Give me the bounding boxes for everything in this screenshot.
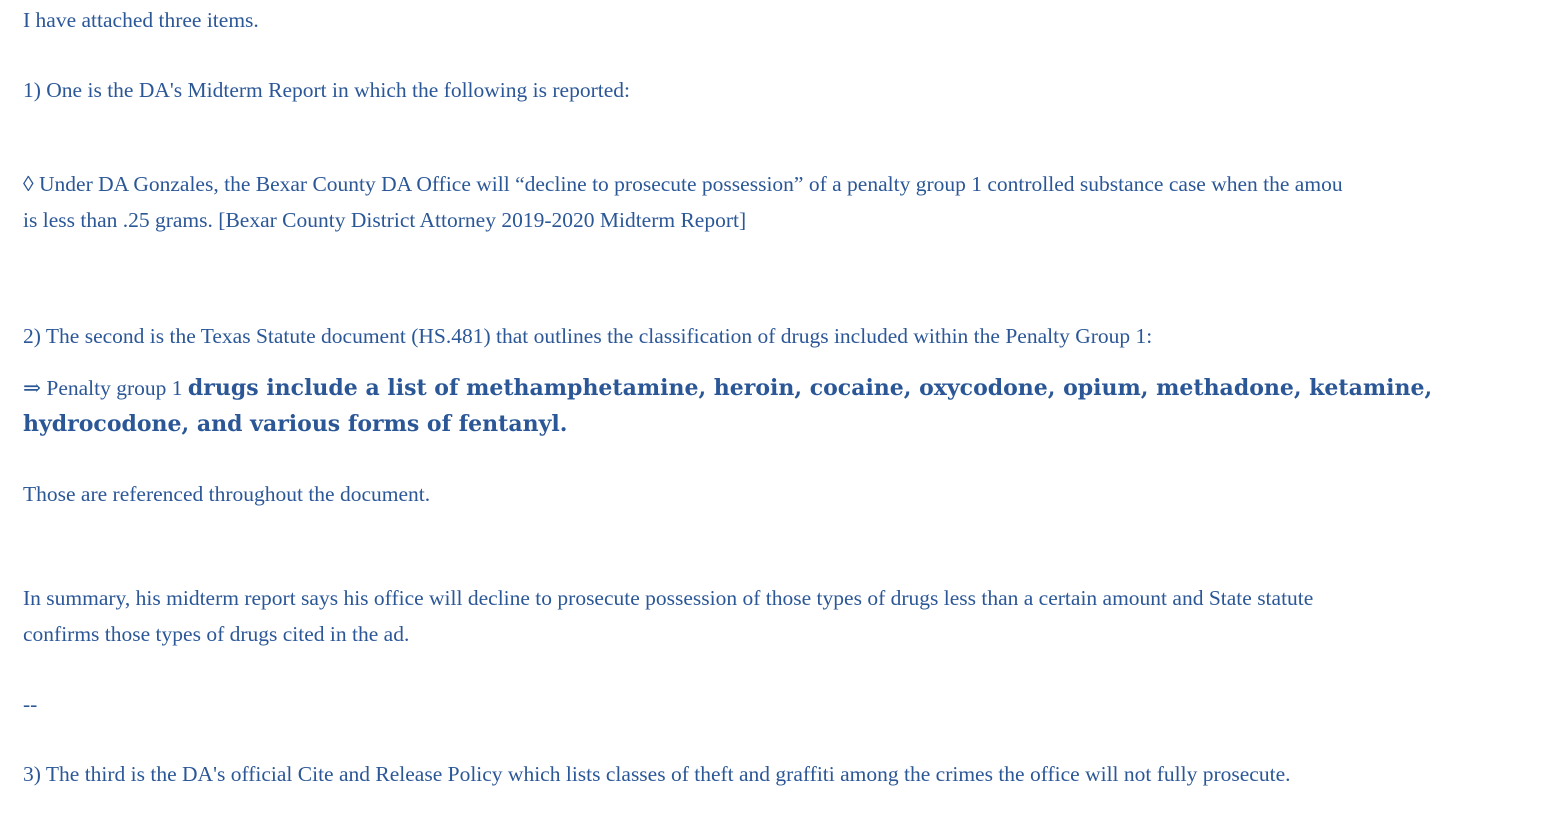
item2-lead-text: Penalty group 1 (46, 376, 183, 400)
item1-bullet-line1 (23, 166, 1343, 202)
item3-heading: 3) The third is the DA's official Cite and Release Policy which lists classes of theft and graffiti among the crimes the office will not fully prosecute. (23, 762, 1291, 786)
item2-reference-note: Those are referenced throughout the document. (23, 482, 431, 506)
separator: -- (23, 692, 38, 716)
item1-bullet-text: Under DA Gonzales, the Bexar County DA Office will “decline to prosecute possession” of a penalty group 1 controlled substance case when the amou (39, 172, 1343, 196)
summary-line1: In summary, his midterm report says his office will decline to prosecute possession of those types of drugs less than a certain amount and State statute (23, 586, 1314, 610)
diamond-bullet-icon: ◊ (23, 172, 34, 196)
item1-bullet-line2 (23, 202, 746, 238)
midterm-report-link[interactable]: [Bexar County District Attorney 2019-2020 Midterm Report] (218, 208, 747, 232)
item2-heading: 2) The second is the Texas Statute document (HS.481) that outlines the classification of drugs included within the Penalty Group 1: (23, 324, 1153, 348)
item1-heading: 1) One is the DA's Midterm Report in which the following is reported: (23, 78, 630, 102)
item2-drug-list-line2: hydrocodone, and various forms of fentanyl. (23, 411, 568, 437)
item1-bullet-text-cont: is less than .25 grams. (23, 208, 213, 232)
summary-line2: confirms those types of drugs cited in the ad. (23, 622, 410, 646)
arrow-icon: ⇒ (23, 376, 42, 400)
intro-text: I have attached three items. (23, 8, 259, 32)
drug-list-bold: drugs include a list of methamphetamine, heroin, cocaine, oxycodone, opium, methadone, ketamine, (187, 375, 1433, 401)
item2-drug-list-line1 (23, 370, 1432, 406)
